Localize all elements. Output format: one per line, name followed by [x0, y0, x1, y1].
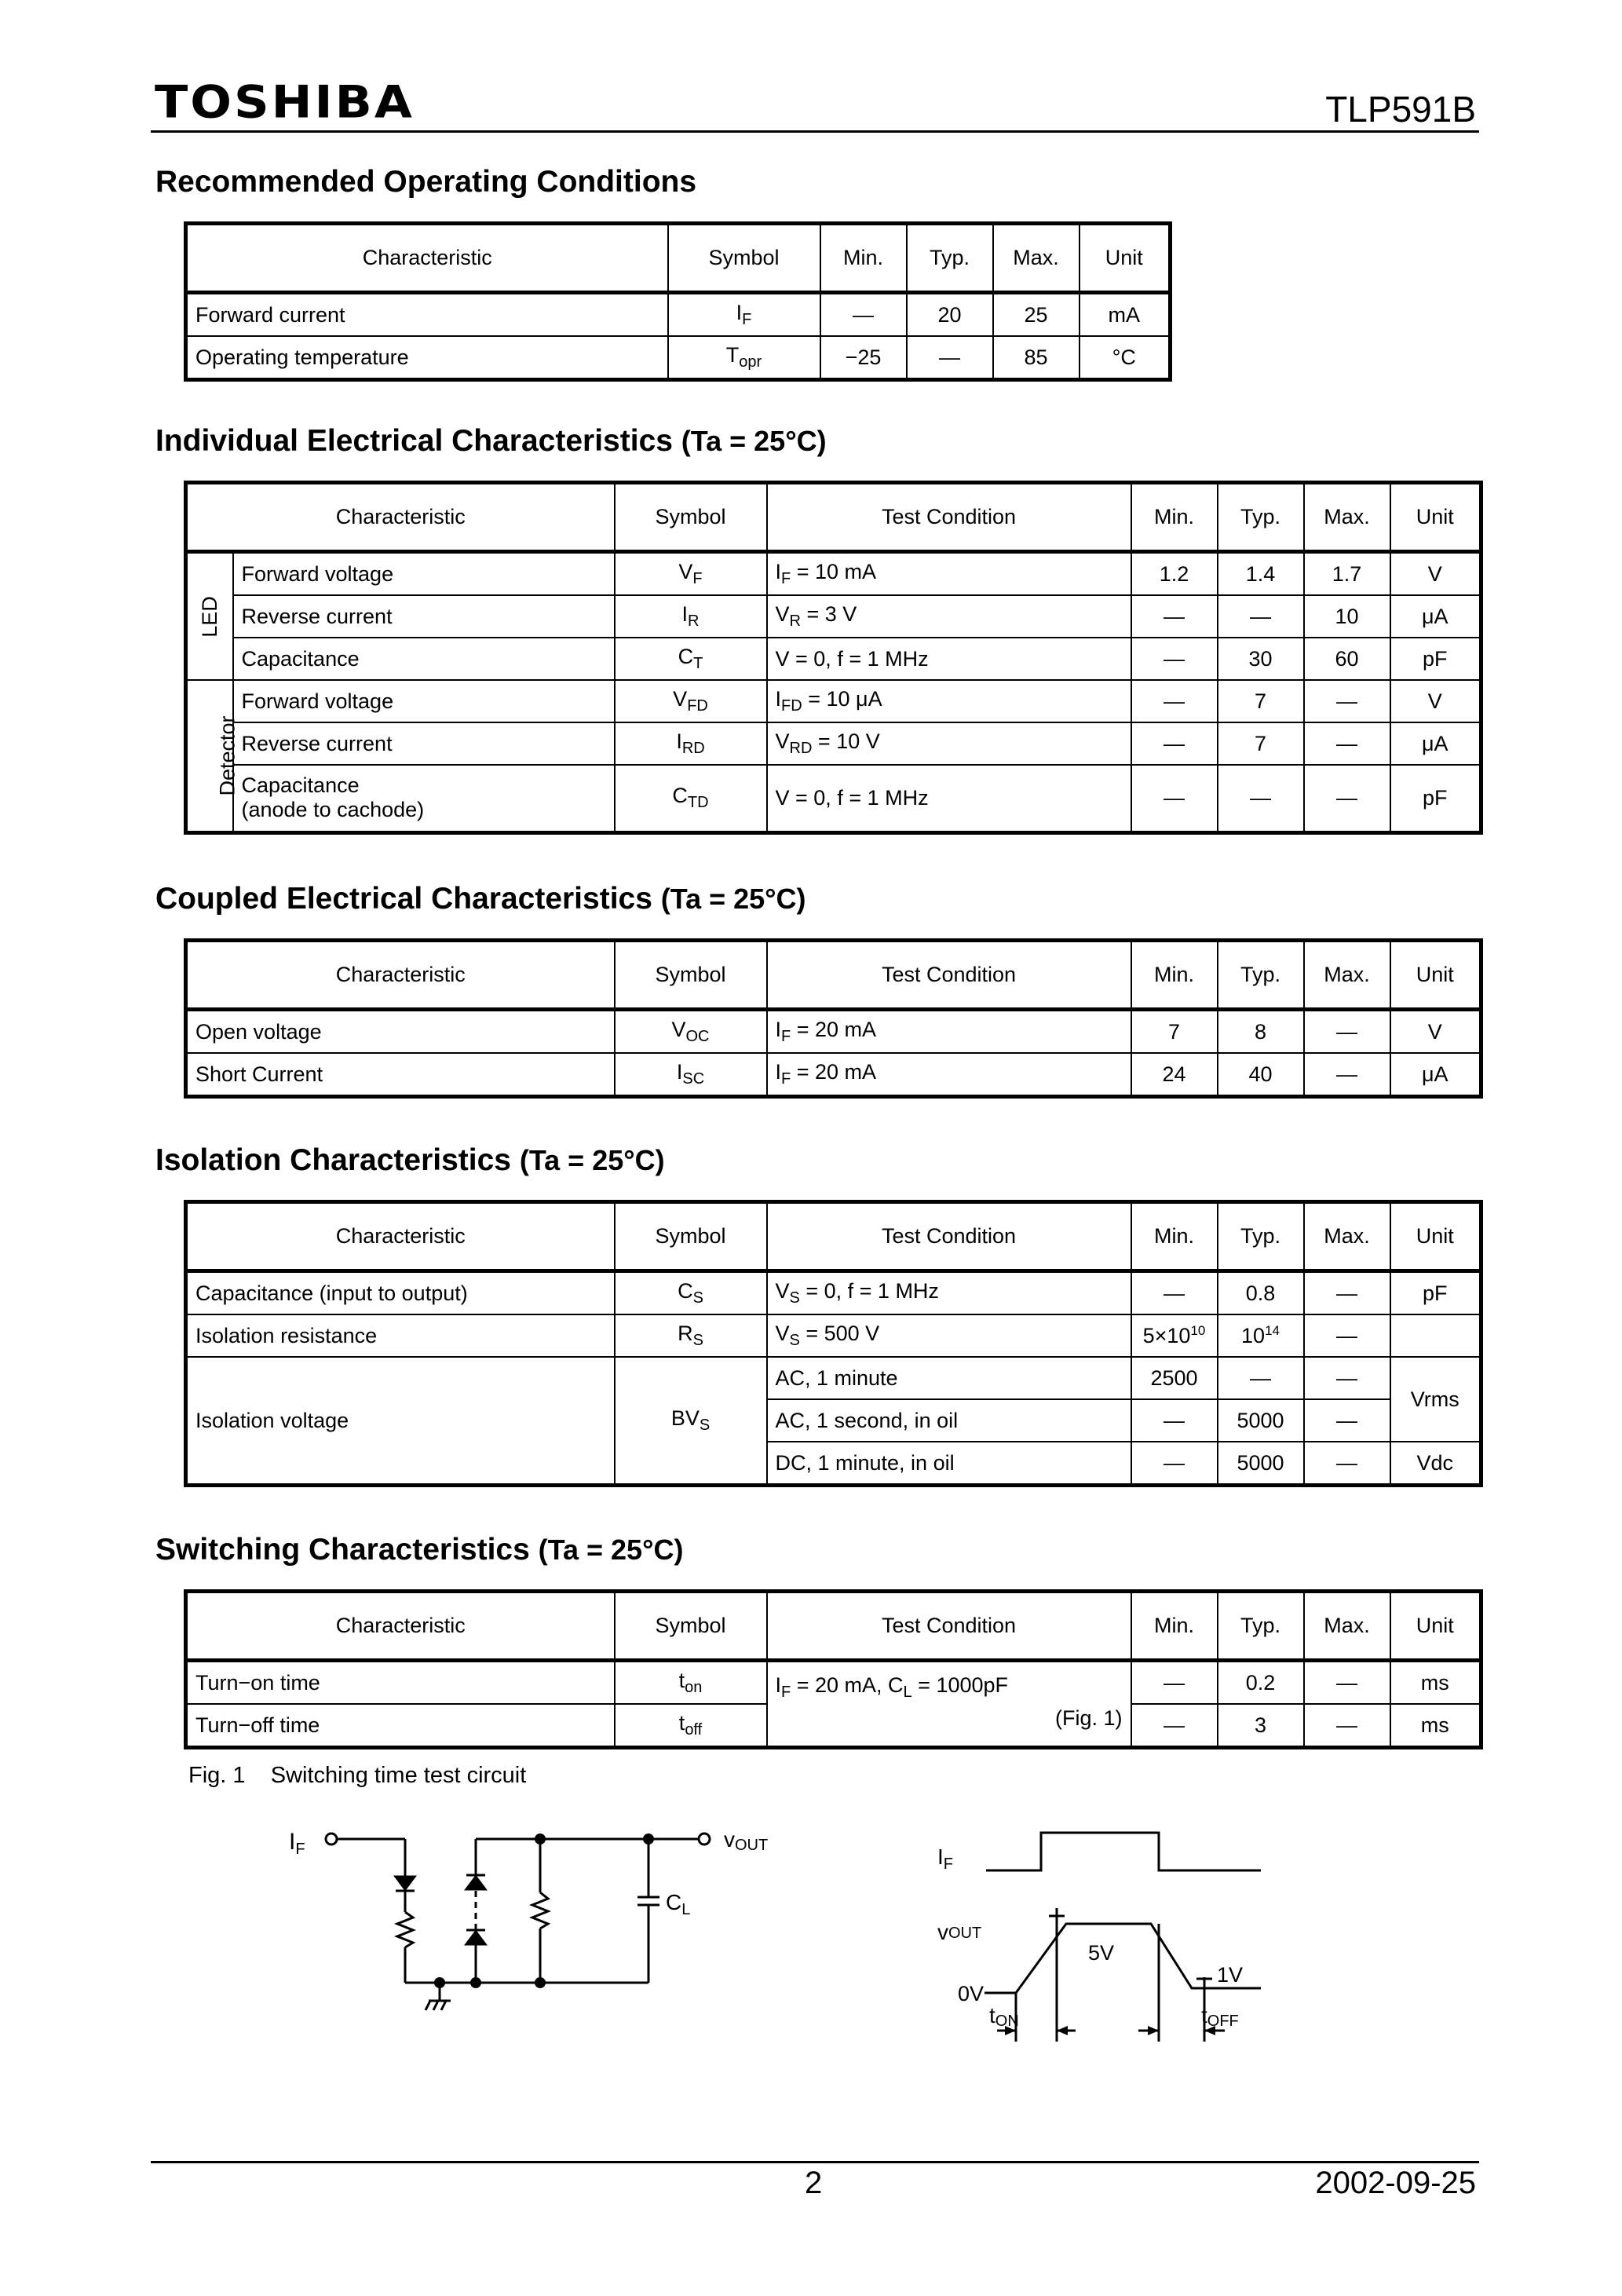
table-row: Operating temperature $T_{opr}$ −25 — 85 °C: [186, 336, 1171, 380]
section-title-coupled: Coupled Electrical Characteristics (Ta = 25°C): [155, 882, 806, 916]
isolation-table: [184, 1200, 1483, 1487]
test-circuit-diagram: [275, 1814, 809, 2018]
table-header: Characteristic Symbol Test Condition Min. Typ. Max. Unit: [186, 483, 1481, 552]
individual-table: [184, 481, 1483, 835]
table-header: Characteristic Symbol Min. Typ. Max. Unit: [186, 224, 1171, 293]
timing-toff-label: tOFF: [1201, 2003, 1239, 2030]
table-header: Characteristic Symbol Test Condition Min. Typ. Max. Unit: [186, 941, 1481, 1010]
group-led: LED: [186, 552, 233, 681]
circuit-vout-label: vOUT: [724, 1827, 769, 1854]
timing-zero-label: 0V: [958, 1982, 985, 2005]
circuit-if-label: $I_F$: [289, 1829, 305, 1858]
table-row: LED Forward voltage $V_F$ $I_F = 10$ mA 1.2 1.4 1.7 V: [186, 552, 1481, 596]
section-title-isolation: Isolation Characteristics (Ta = 25°C): [155, 1143, 665, 1177]
timing-vout-label: vOUT: [937, 1920, 982, 1944]
table-row: Short Current $I_{SC}$ $I_F = 20$ mA 24 40 — μA: [186, 1053, 1481, 1097]
table-row: DC, 1 minute, in oil — 5000 — Vdc: [186, 1442, 1481, 1486]
table-row: Capacitance (anode to cachode) $C_{TD}$ V = 0, f = 1 MHz — — — pF: [186, 765, 1481, 832]
brand-logo: TOSHIBA: [155, 75, 415, 129]
footer-rule: [151, 2161, 1479, 2163]
timing-if-label: $I_F$: [937, 1844, 953, 1873]
figure-caption: Fig. 1 Switching time test circuit: [188, 1763, 527, 1788]
table-row: Capacitance $C_T$ V = 0, f = 1 MHz — 30 60 pF: [186, 638, 1481, 680]
table-row: Turn−on time $t_{on}$ $I_F = 20$ mA, $C_L = 1000pF$ (Fig. 1) — 0.2 — ms: [186, 1661, 1481, 1705]
table-header: Characteristic Symbol Test Condition Min. Typ. Max. Unit: [186, 1592, 1481, 1661]
table-row: Isolation voltage $BV_S$ AC, 1 minute 2500 — — Vrms: [186, 1357, 1481, 1399]
table-row: Capacitance (input to output) $C_S$ $V_S = 0$, f = 1 MHz — 0.8 — pF: [186, 1271, 1481, 1315]
table-row: Forward current $I_F$ — 20 25 mA: [186, 293, 1171, 337]
timing-diagram: [926, 1814, 1288, 2065]
section-title-individual: Individual Electrical Characteristics (Ta = 25°C): [155, 424, 827, 458]
recommended-table: [184, 221, 1172, 382]
table-row: Detector Forward voltage $V_{FD}$ $I_{FD} = 10$ μA — 7 — V: [186, 680, 1481, 722]
switching-table: [184, 1589, 1483, 1749]
table-row: Reverse current $I_{RD}$ $V_{RD} = 10$ V — 7 — μA: [186, 722, 1481, 765]
table-row: Reverse current $I_R$ $V_R = 3$ V — — 10 μA: [186, 595, 1481, 638]
document-date: 2002-09-25: [1315, 2166, 1476, 2200]
group-detector: Detector: [186, 680, 233, 832]
timing-ton-label: tON: [989, 2003, 1019, 2030]
table-row: Isolation resistance $R_S$ $V_S = 500$ V $5\times 10^{10}$ $10^{14}$ —: [186, 1314, 1481, 1357]
header-rule: [151, 130, 1479, 133]
table-row: Open voltage $V_{OC}$ $I_F = 20$ mA 7 8 — V: [186, 1010, 1481, 1054]
part-number: TLP591B: [1325, 89, 1476, 130]
table-row: AC, 1 second, in oil — 5000 —: [186, 1399, 1481, 1442]
page-number: 2: [805, 2166, 823, 2200]
timing-five-label: 5V: [1088, 1941, 1115, 1965]
section-title-recommended: Recommended Operating Conditions: [155, 165, 697, 199]
table-row: Turn−off time $t_{off}$ — 3 — ms: [186, 1704, 1481, 1748]
coupled-table: [184, 938, 1483, 1099]
table-header: Characteristic Symbol Test Condition Min. Typ. Max. Unit: [186, 1202, 1481, 1271]
section-title-switching: Switching Characteristics (Ta = 25°C): [155, 1533, 684, 1567]
timing-one-label: 1V: [1217, 1963, 1244, 1987]
circuit-cl-label: $C_L$: [666, 1890, 691, 1918]
